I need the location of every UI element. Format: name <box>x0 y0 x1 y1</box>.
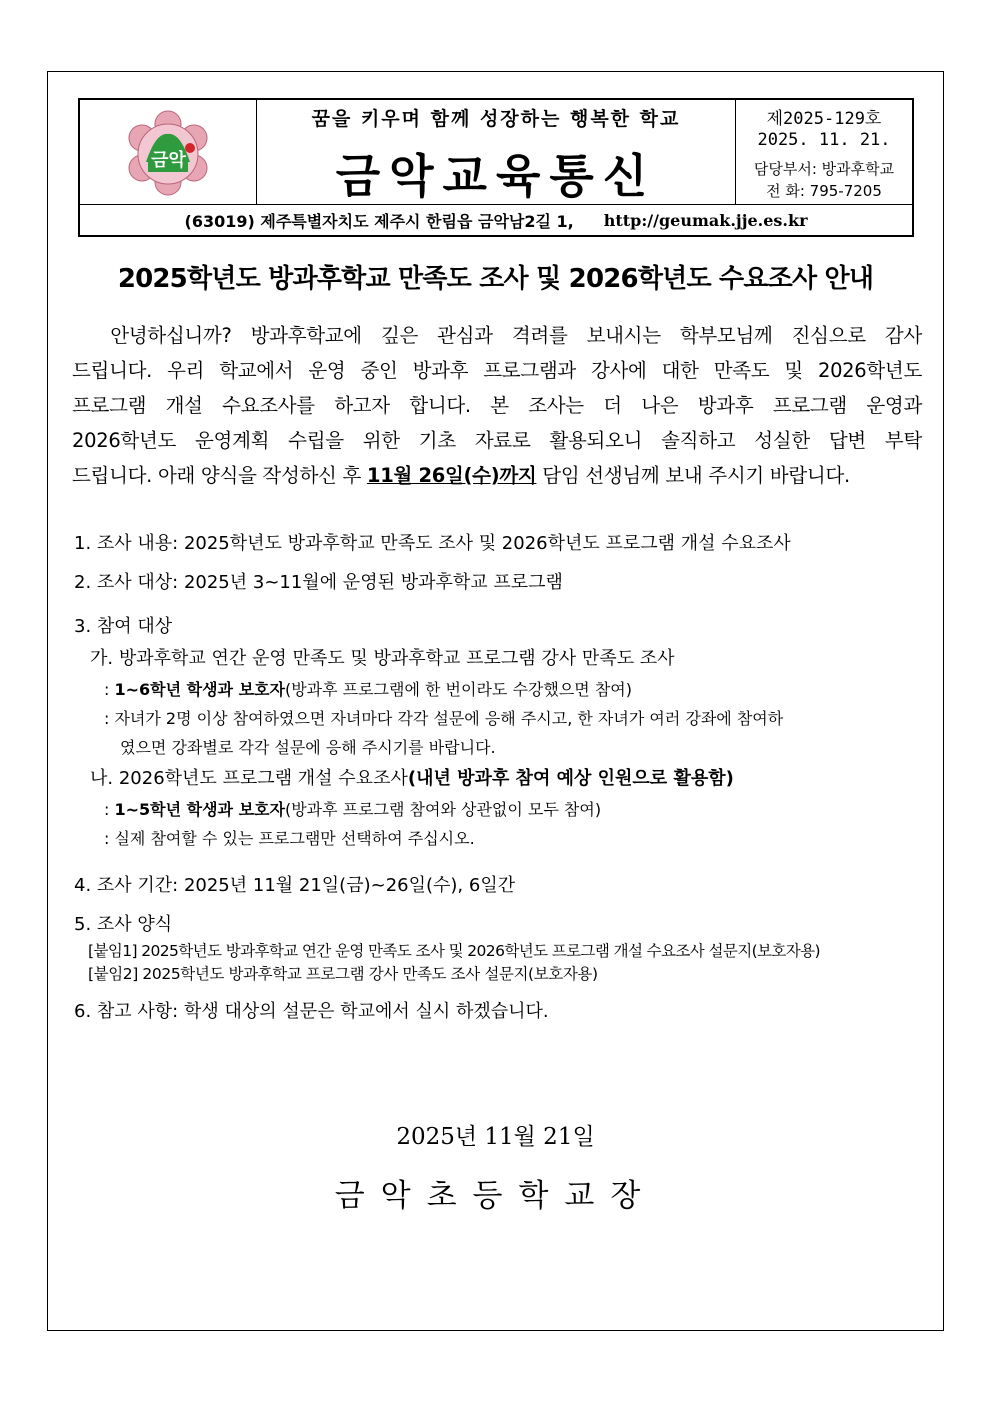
item-participants-a1: : 1~6학년 학생과 보호자(방과후 프로그램에 한 번이라도 수강했으면 참여) <box>104 680 632 699</box>
newsletter-header <box>78 98 914 237</box>
intro-line: 2026학년도 운영계획 수립을 위한 기초 자료로 활용되오니 솔직하고 성실한 답변 부탁 <box>72 429 922 452</box>
intro-paragraph <box>72 318 922 493</box>
item-participants-b2: : 실제 참여할 수 있는 프로그램만 선택하여 주십시오. <box>104 829 475 848</box>
newsletter-title: 금악교육통신 <box>335 149 657 203</box>
logo-cell <box>80 100 257 204</box>
item-participants-b: 나. 2026학년도 프로그램 개설 수요조사(내년 방과후 참여 예상 인원으로 활용함) <box>90 768 734 789</box>
department: 담당부서: 방과후학교 <box>753 160 895 178</box>
item-participants-a2: : 자녀가 2명 이상 참여하였으면 자녀마다 각각 설문에 응해 주시고, 한 자녀가 여러 강좌에 참여하 <box>104 709 784 728</box>
item-survey-content: 1. 조사 내용: 2025학년도 방과후학교 만족도 조사 및 2026학년도 프로그램 개설 수요조사 <box>74 533 791 554</box>
item-survey-target: 2. 조사 대상: 2025년 3~11월에 운영된 방과후학교 프로그램 <box>74 572 563 593</box>
issue-date-footer: 2025년 11월 21일 <box>396 1124 595 1150</box>
intro-line: 드립니다. 우리 학교에서 운영 중인 방과후 프로그램과 강사에 대한 만족도 및 2026학년도 <box>72 359 922 382</box>
deadline: 11월 26일(수)까지 <box>366 464 537 487</box>
item-survey-forms: 5. 조사 양식 <box>74 914 173 935</box>
document-title: 2025학년도 방과후학교 만족도 조사 및 2026학년도 수요조사 안내 <box>117 264 874 294</box>
title-cell <box>257 100 735 204</box>
item-participants-b1: : 1~5학년 학생과 보호자(방과후 프로그램 참여와 상관없이 모두 참여) <box>104 800 602 819</box>
item-participants-a2-cont: 였으면 강좌별로 각각 설문에 응해 주시기를 바랍니다. <box>120 738 496 757</box>
issue-number: 제2025-129호 <box>766 109 882 129</box>
intro-line: 드립니다. 아래 양식을 작성하신 후 11월 26일(수)까지 담임 선생님께 보내 주시기 바랍니다. <box>72 464 850 487</box>
logo-text: 금악 <box>151 150 186 171</box>
item-survey-period: 4. 조사 기간: 2025년 11월 21일(금)~26일(수), 6일간 <box>74 875 516 896</box>
item-participants-a: 가. 방과후학교 연간 운영 만족도 및 방과후학교 프로그램 강사 만족도 조사 <box>90 648 675 669</box>
intro-line: 프로그램 개설 수요조사를 하고자 합니다. 본 조사는 더 나은 방과후 프로그램 운영과 <box>72 394 922 417</box>
school-url[interactable]: http://geumak.jje.es.kr <box>603 210 808 230</box>
phone: 전 화: 795-7205 <box>766 182 882 200</box>
issue-info <box>735 100 912 204</box>
intro-line: 안녕하십니까? 방과후학교에 깊은 관심과 격려를 보내시는 학부모님께 진심으로 감사 <box>110 324 922 347</box>
item-participants: 3. 참여 대상 <box>74 616 173 637</box>
attachment-2: [붙임2] 2025학년도 방과후학교 프로그램 강사 만족도 조사 설문지(보호자용) <box>88 965 598 983</box>
issue-date: 2025. 11. 21. <box>757 130 891 150</box>
principal-signature: 금악초등학교장 <box>334 1178 657 1214</box>
address-row <box>80 204 912 235</box>
school-address: (63019) 제주특별자치도 제주시 한림읍 금악남2길 1, <box>184 211 574 231</box>
item-notes: 6. 참고 사항: 학생 대상의 설문은 학교에서 실시 하겠습니다. <box>74 1001 549 1022</box>
attachment-1: [붙임1] 2025학년도 방과후학교 연간 운영 만족도 조사 및 2026학년도 프로그램 개설 수요조사 설문지(보호자용) <box>88 942 820 960</box>
school-slogan: 꿈을 키우며 함께 성장하는 행복한 학교 <box>311 108 681 130</box>
